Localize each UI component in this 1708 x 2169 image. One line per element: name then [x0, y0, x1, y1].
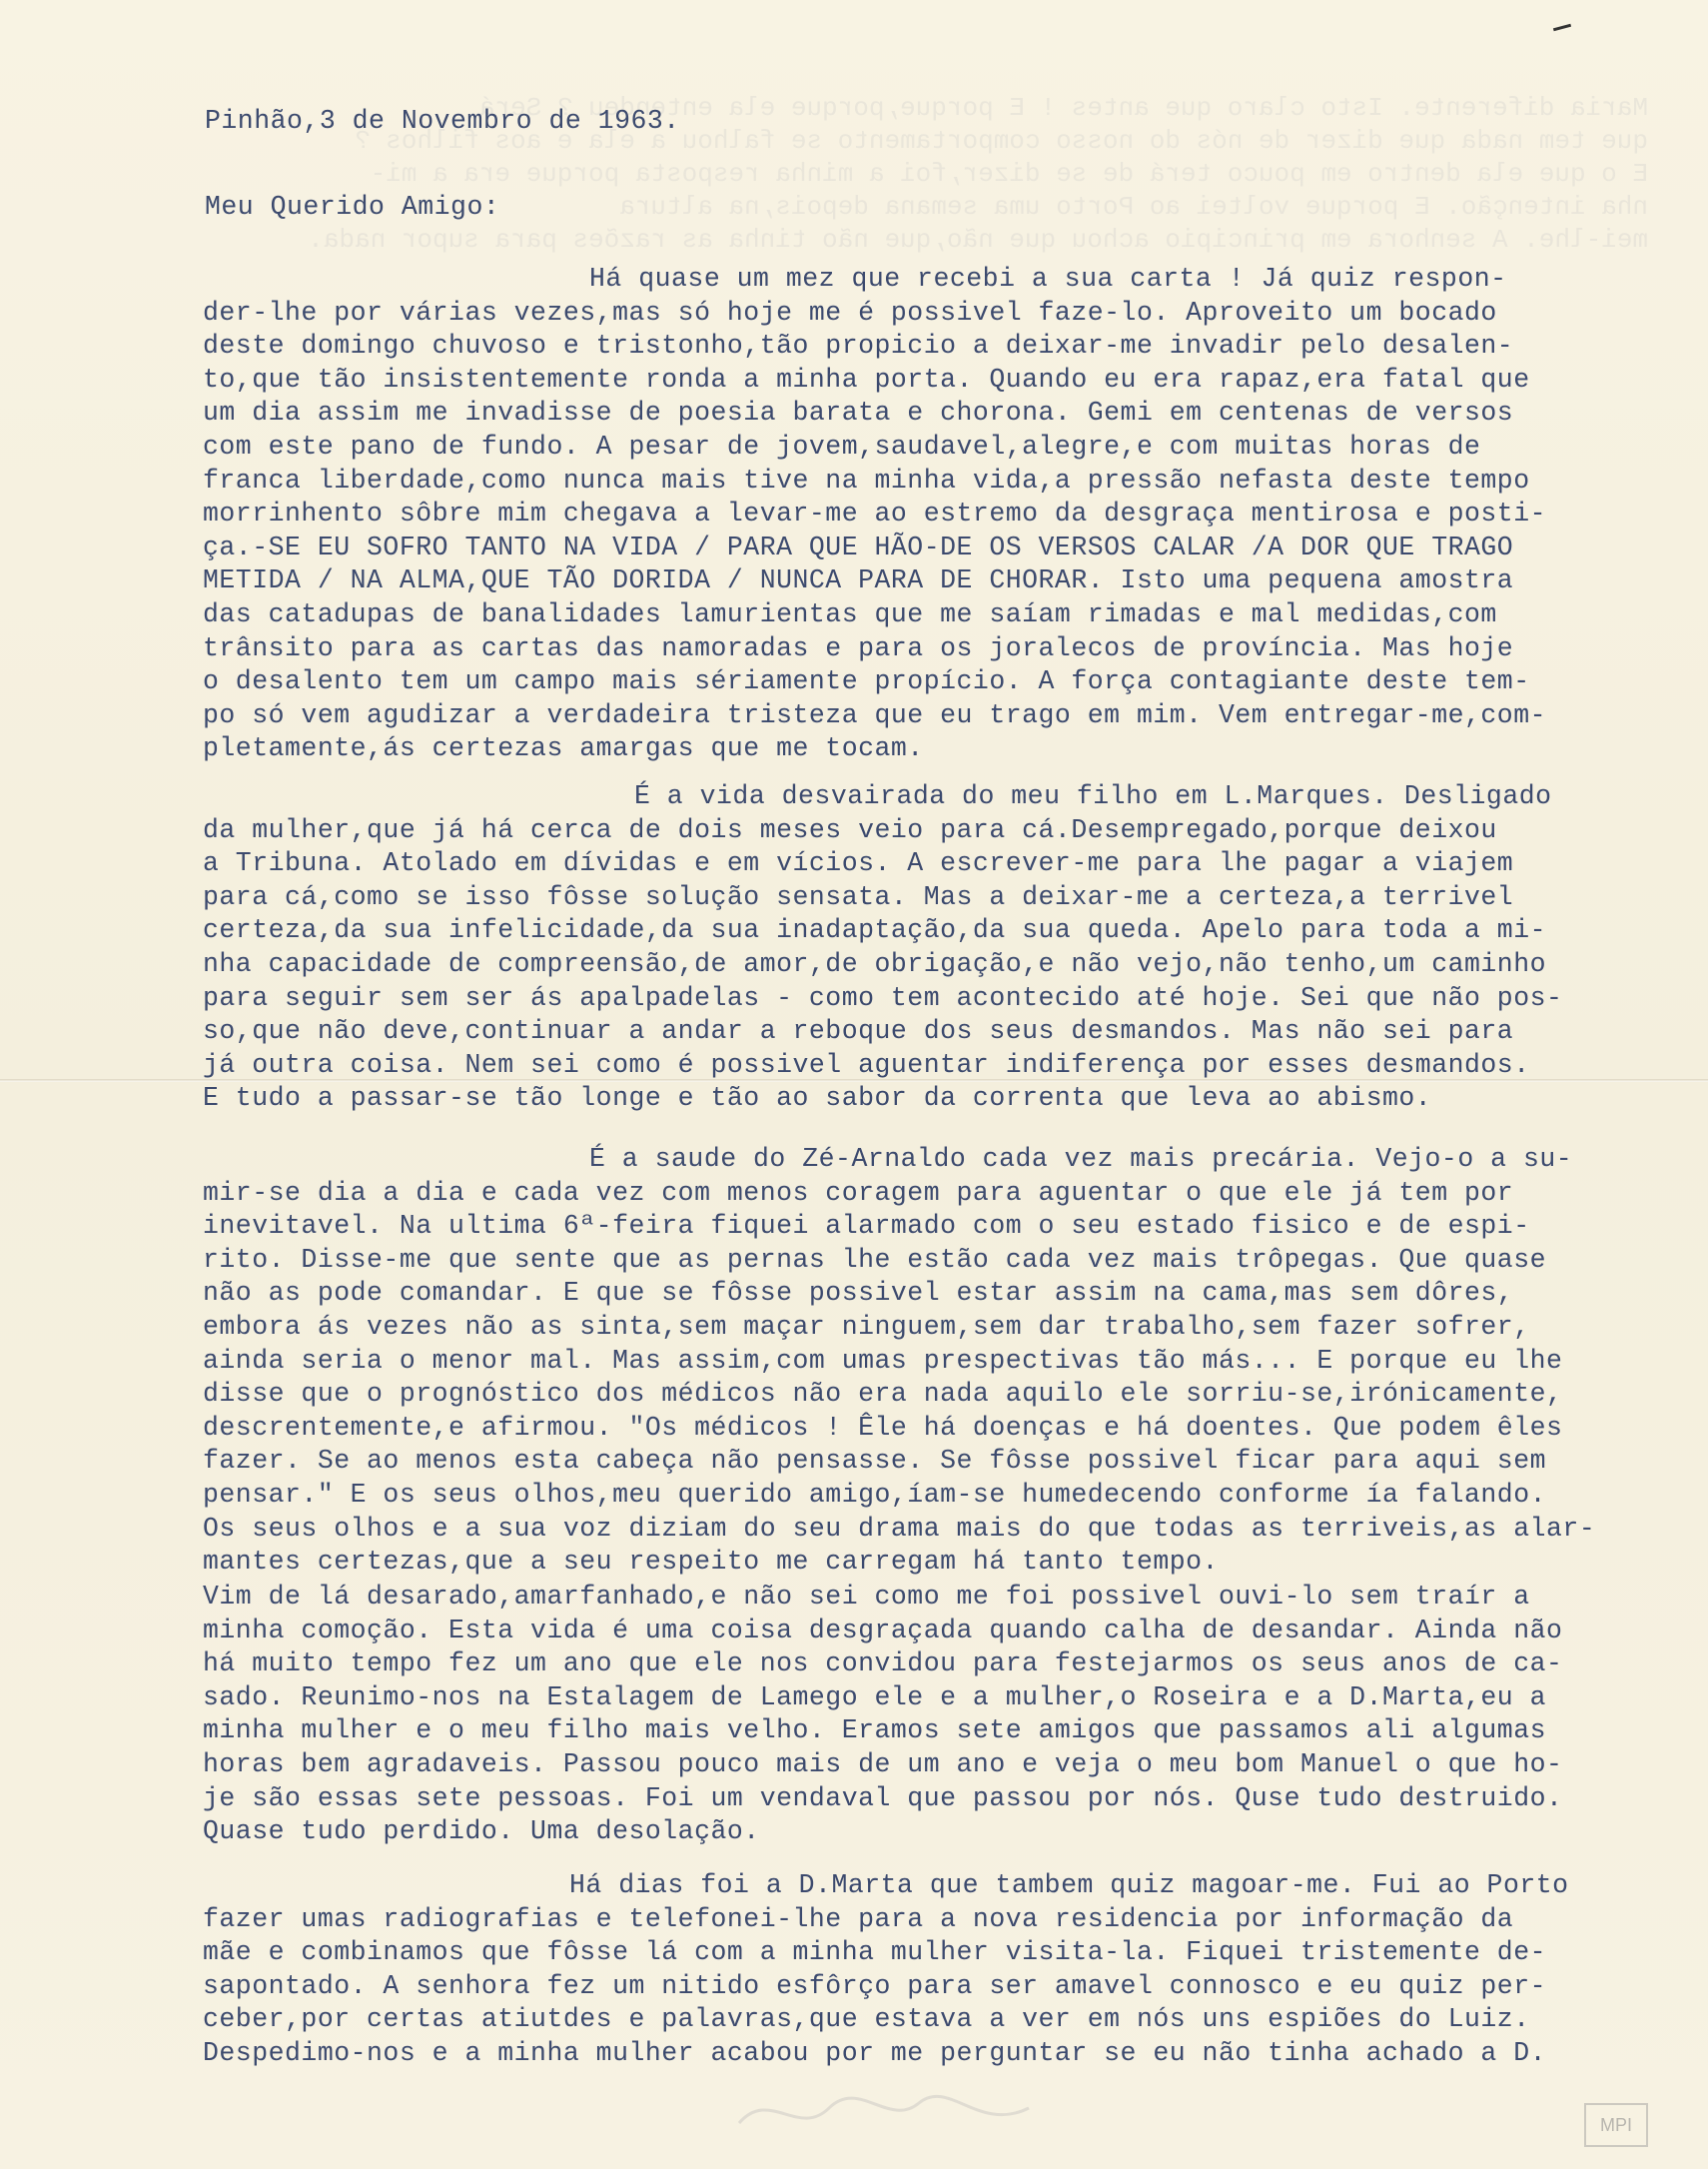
letter-line: da mulher,que já há cerca de dois meses veio para cá.Desempregado,porque deixou: [203, 814, 1497, 845]
letter-line: É a saude do Zé-Arnaldo cada vez mais precária. Vejo-o a su-: [589, 1144, 1573, 1174]
letter-line: je são essas sete pessoas. Foi um vendaval que passou por nós. Quse tudo destruido.: [203, 1782, 1563, 1813]
letter-line: fazer umas radiografias e telefonei-lhe para a nova residencia por informação da: [203, 1903, 1514, 1934]
letter-line: pensar." E os seus olhos,meu querido amigo,íam-se humedecendo conforme ía falando.: [203, 1480, 1547, 1510]
archive-stamp: MPI: [1584, 2103, 1648, 2147]
letter-line: das catadupas de banalidades lamurientas que me saíam rimadas e mal medidas,com: [203, 599, 1497, 629]
letter-line: METIDA / NA ALMA,QUE TÃO DORIDA / NUNCA PARA DE CHORAR. Isto uma pequena amostra: [203, 565, 1514, 596]
letter-line: Há quase um mez que recebi a sua carta ! Já quiz respon-: [589, 264, 1507, 294]
letter-line: nha capacidade de compreensão,de amor,de obrigação,e não vejo,não tenho,um caminho: [203, 949, 1547, 979]
letter-line: Quase tudo perdido. Uma desolação.: [203, 1816, 760, 1847]
letter-line: não as pode comandar. E que se fôsse possivel estar assim na cama,mas sem dôres,: [203, 1278, 1514, 1309]
letter-line: pletamente,ás certezas amargas que me tocam.: [203, 733, 924, 764]
letter-line: ceber,por certas atiutdes e palavras,que estava a ver em nós uns espiões do Luiz.: [203, 2004, 1530, 2035]
letter-line: mãe e combinamos que fôsse lá com a minha mulher visita-la. Fiquei tristemente de-: [203, 1937, 1547, 1968]
letter-line: mir-se dia a dia e cada vez com menos coragem para aguentar o que ele já tem por: [203, 1177, 1514, 1208]
letter-line: rito. Disse-me que sente que as pernas lhe estão cada vez mais trôpegas. Que quase: [203, 1244, 1547, 1275]
letter-line: um dia assim me invadisse de poesia barata e chorona. Gemi em centenas de versos: [203, 398, 1514, 429]
letter-line: certeza,da sua infelicidade,da sua inadaptação,da sua queda. Apelo para toda a mi-: [203, 915, 1547, 946]
letter-line: der-lhe por várias vezes,mas só hoje me é possivel faze-lo. Aproveito um bocado: [203, 297, 1497, 328]
letter-line: trânsito para as cartas das namoradas e para os joralecos de província. Mas hoje: [203, 632, 1514, 663]
letter-line: Vim de lá desarado,amarfanhado,e não sei como me foi possivel ouvi-lo sem traír a: [203, 1582, 1530, 1612]
letter-salutation: Meu Querido Amigo:: [205, 192, 500, 222]
bleed-through-text: Maria diferente. Isto claro que antes ! E porque,porque ela entendeu ? Será que tem nada que dizer de nós do nosso comportamento se falhou a ela e aos filhos ? E o que ela dentro em pouco terá de se dizer,foi a minha resposta porque era a mi- nha intenção. E porque voltei ao Porto uma semana depois,na altura mei-lhe. A senhora em principio achou que não,que não tinha as razões para supor nada.: [308, 93, 1648, 255]
letter-line: sapontado. A senhora fez um nitido esfôrço para ser amavel connosco e eu quiz per-: [203, 1970, 1547, 2001]
letter-line: fazer. Se ao menos esta cabeça não pensasse. Se fôsse possivel ficar para aqui sem: [203, 1446, 1547, 1477]
letter-line: ainda seria o menor mal. Mas assim,com umas prespectivas tão más... E porque eu lhe: [203, 1345, 1563, 1376]
letter-line: para cá,como se isso fôsse solução sensata. Mas a deixar-me a certeza,a terrivel: [203, 881, 1514, 912]
letter-line: to,que tão insistentemente ronda a minha porta. Quando eu era rapaz,era fatal que: [203, 364, 1530, 395]
letter-line: E tudo a passar-se tão longe e tão ao sabor da correnta que leva ao abismo.: [203, 1083, 1432, 1114]
letter-line: disse que o prognóstico dos médicos não era nada aquilo ele sorriu-se,irónicamente,: [203, 1379, 1563, 1410]
signature-bleed: [729, 2078, 1089, 2148]
letter-line: morrinhento sôbre mim chegava a levar-me ao estremo da desgraça mentirosa e posti-: [203, 499, 1547, 530]
letter-line: para seguir sem ser ás apalpadelas - como tem acontecido até hoje. Sei que não pos-: [203, 982, 1563, 1013]
letter-line: mantes certezas,que a seu respeito me carregam há tanto tempo.: [203, 1547, 1219, 1578]
letter-line: a Tribuna. Atolado em dívidas e em vícios. A escrever-me para lhe pagar a viajem: [203, 848, 1514, 879]
letter-line: Os seus olhos e a sua voz diziam do seu drama mais do que todas as terriveis,as alar-: [203, 1513, 1596, 1544]
letter-line: sado. Reunimo-nos na Estalagem de Lamego ele e a mulher,o Roseira e a D.Marta,eu a: [203, 1681, 1547, 1712]
letter-line: horas bem agradaveis. Passou pouco mais de um ano e veja o meu bom Manuel o que ho-: [203, 1749, 1563, 1779]
letter-line: Despedimo-nos e a minha mulher acabou por me perguntar se eu não tinha achado a D.: [203, 2038, 1547, 2068]
letter-dateline: Pinhão,3 de Novembro de 1963.: [205, 106, 680, 136]
letter-line: so,que não deve,continuar a andar a reboque dos seus desmandos. Mas não sei para: [203, 1016, 1514, 1047]
letter-line: o desalento tem um campo mais sériamente propício. A força contagiante deste tem-: [203, 666, 1530, 697]
letter-line: Há dias foi a D.Marta que tambem quiz magoar-me. Fui ao Porto: [569, 1870, 1569, 1900]
letter-line: franca liberdade,como nunca mais tive na minha vida,a pressão nefasta deste tempo: [203, 465, 1530, 496]
letter-line: com este pano de fundo. A pesar de jovem,saudavel,alegre,e com muitas horas de: [203, 432, 1481, 462]
letter-line: deste domingo chuvoso e tristonho,tão propicio a deixar-me invadir pelo desalen-: [203, 331, 1514, 362]
letter-line: inevitavel. Na ultima 6ª-feira fiquei alarmado com o seu estado fisico e de espi-: [203, 1211, 1530, 1242]
letter-line: descrentemente,e afirmou. "Os médicos ! Êle há doenças e há doentes. Que podem êles: [203, 1412, 1563, 1443]
letter-line: po só vem agudizar a verdadeira tristeza que eu trago em mim. Vem entregar-me,com-: [203, 699, 1547, 730]
letter-line: embora ás vezes não as sinta,sem maçar ninguem,sem dar trabalho,sem fazer sofrer,: [203, 1312, 1530, 1342]
letter-line: minha mulher e o meu filho mais velho. Eramos sete amigos que passamos ali algumas: [203, 1715, 1547, 1746]
letter-line: ça.-SE EU SOFRO TANTO NA VIDA / PARA QUE HÃO-DE OS VERSOS CALAR /A DOR QUE TRAGO: [203, 532, 1514, 562]
letter-line: É a vida desvairada do meu filho em L.Marques. Desligado: [634, 781, 1552, 811]
letter-line: há muito tempo fez um ano que ele nos convidou para festejarmos os seus anos de ca-: [203, 1648, 1563, 1679]
letter-line: minha comoção. Esta vida é uma coisa desgraçada quando calha de desandar. Ainda não: [203, 1615, 1563, 1645]
letter-line: já outra coisa. Nem sei como é possivel aguentar indiferença por esses desmandos.: [203, 1049, 1530, 1080]
